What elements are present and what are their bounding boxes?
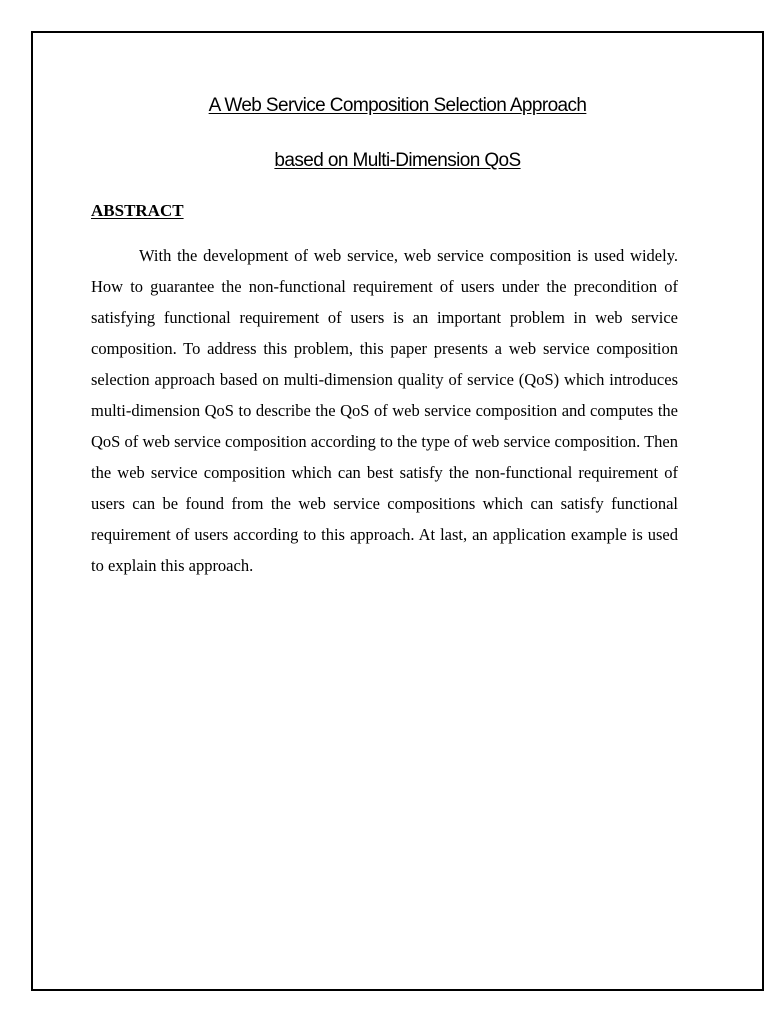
paper-title-line-1: A Web Service Composition Selection Approach: [208, 95, 587, 116]
abstract-heading: ABSTRACT: [91, 201, 184, 220]
abstract-paragraph: With the development of web service, web service composition is used widely. How to guarantee the non-functional requirement of users under the precondition of satisfying functional requirement of users is an important problem in web service composition. To address this problem, this paper presents a web service composition selection approach based on multi-dimension quality of service (QoS) which introduces multi-dimension QoS to describe the QoS of web service composition and computes the QoS of web service composition according to the type of web service composition. Then the web service composition which can best satisfy the non-functional requirement of users can be found from the web service compositions which can satisfy functional requirement of users according to this approach. At last, an application example is used to explain this approach.: [91, 246, 678, 575]
paper-title-line-2: based on Multi-Dimension QoS: [274, 150, 521, 171]
document-page: [31, 31, 764, 991]
